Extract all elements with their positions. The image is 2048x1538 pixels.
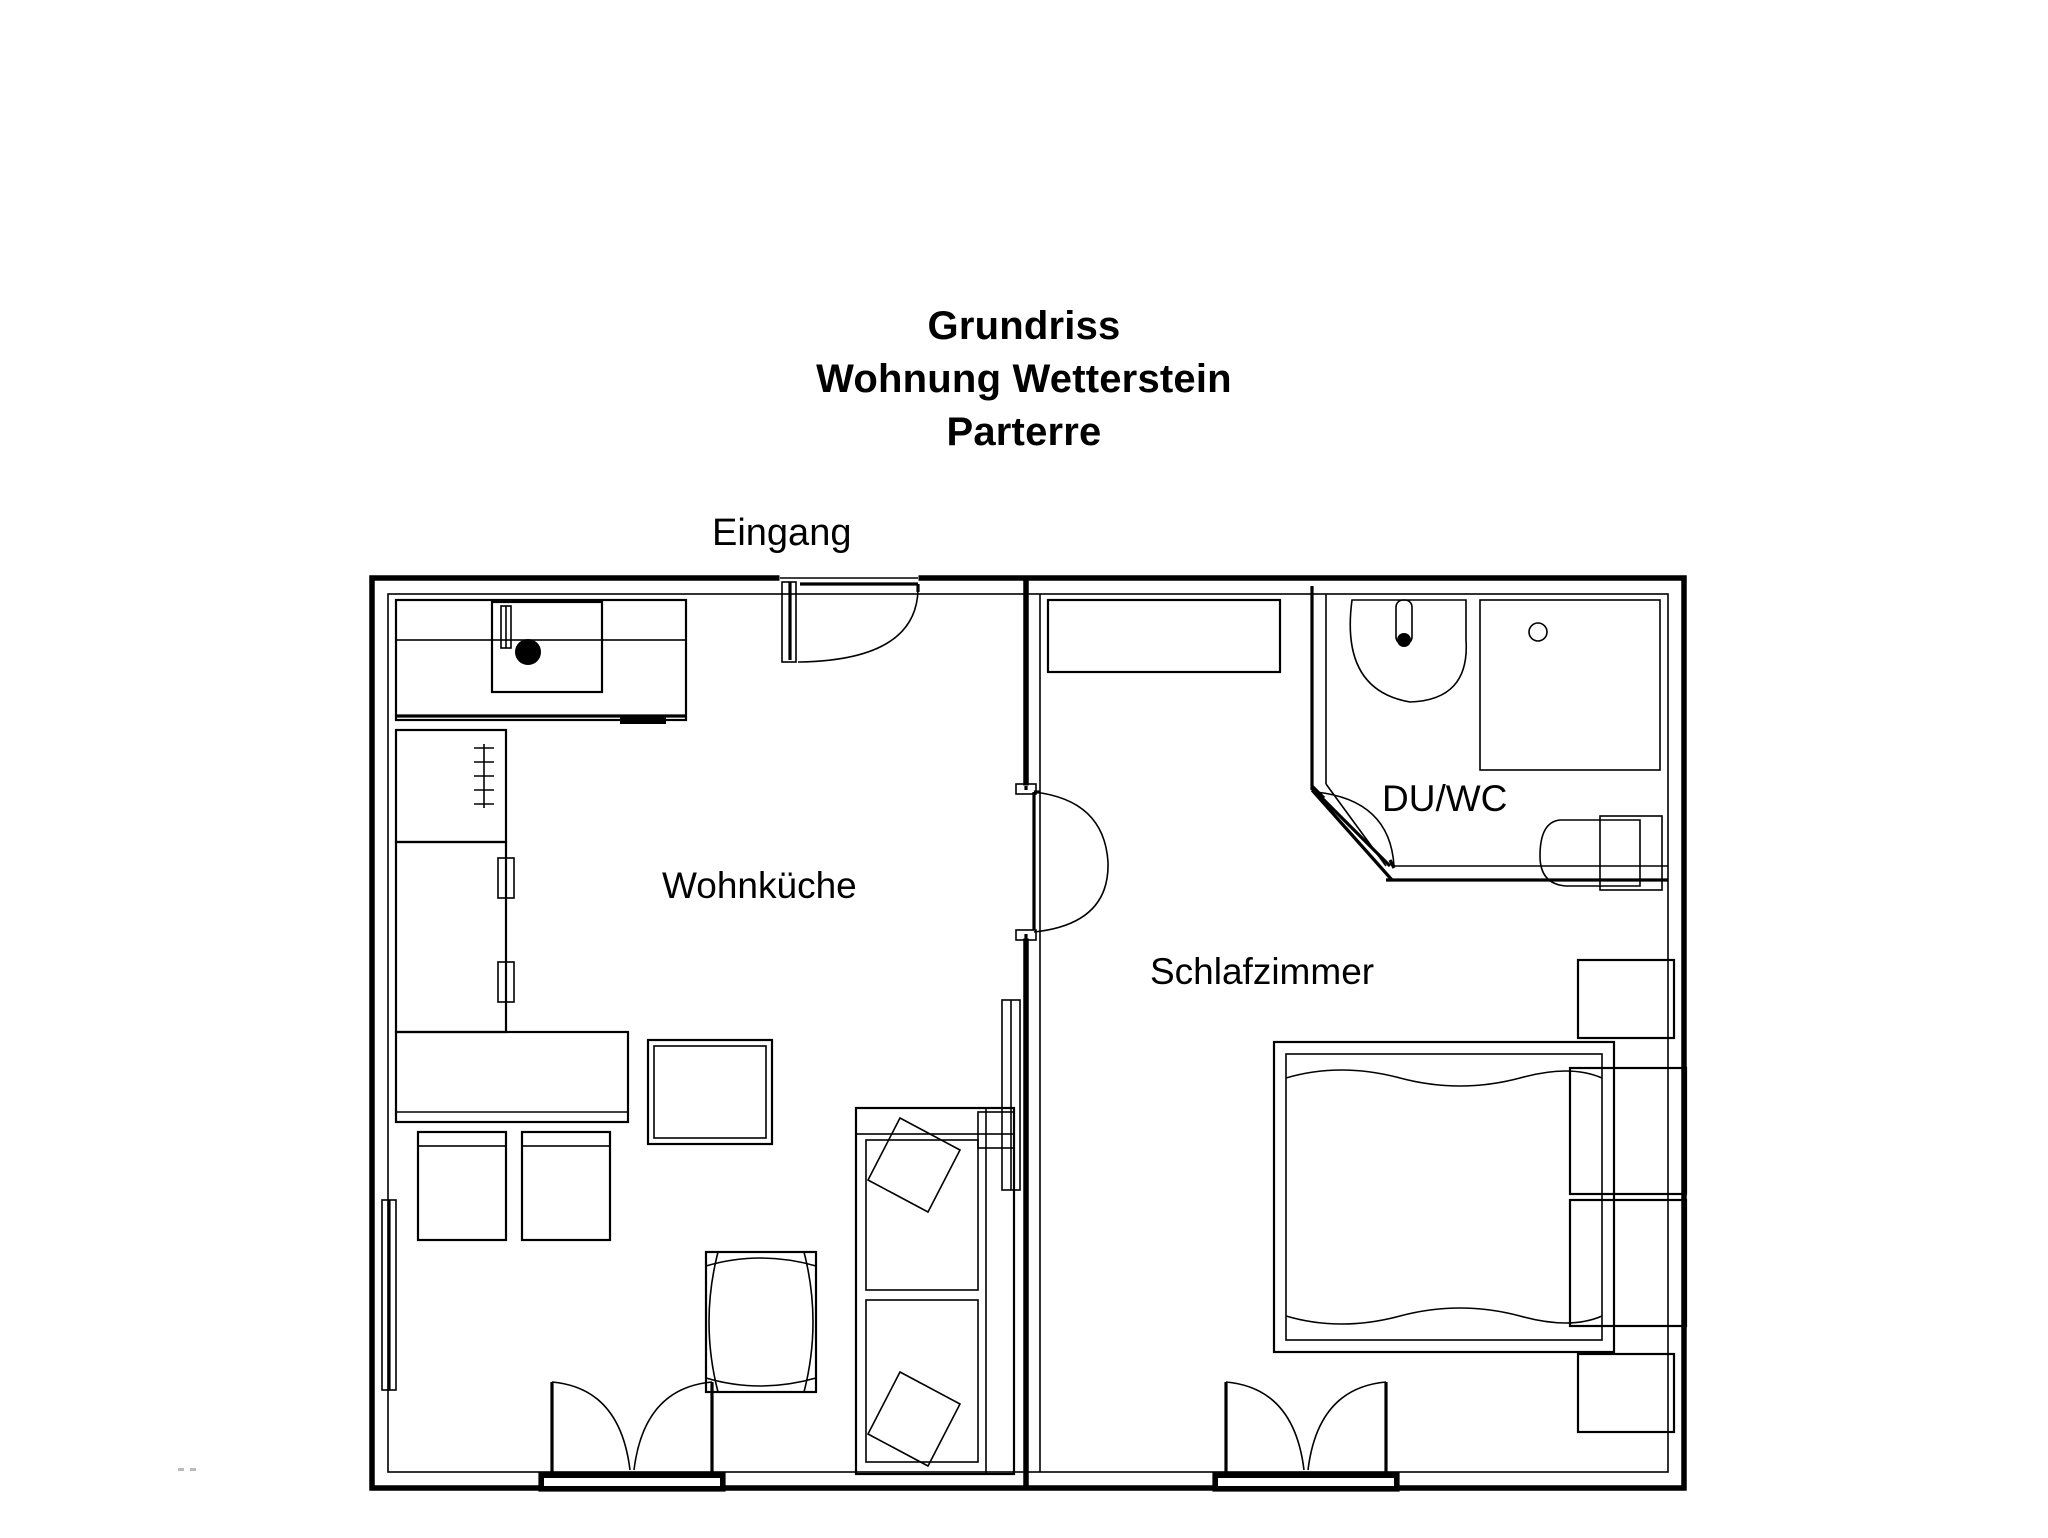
bathroom-walls <box>1312 586 1668 880</box>
bedroom-wardrobe <box>1048 600 1280 672</box>
partition-shelf <box>1002 1000 1020 1190</box>
chair-1 <box>418 1132 506 1240</box>
chair-2 <box>522 1132 610 1240</box>
window-left-wall <box>382 1200 396 1390</box>
bed <box>1274 960 1686 1432</box>
sofa <box>856 1108 1014 1474</box>
bedroom-label: Schlafzimmer <box>1150 951 1375 992</box>
coffee-table <box>706 1252 816 1392</box>
bathroom-door <box>1312 786 1394 868</box>
bathroom-label: DU/WC <box>1382 778 1508 819</box>
terrace-door-living <box>540 1382 724 1490</box>
bathroom-fixtures <box>1350 600 1662 890</box>
title-line-1: Grundriss <box>927 304 1121 348</box>
kitchen-upper-units <box>396 600 686 724</box>
interior-partition-wall <box>1026 578 1040 1488</box>
terrace-door-bedroom <box>1214 1382 1398 1490</box>
living-kitchen-label: Wohnküche <box>662 865 857 906</box>
entrance-door <box>780 572 918 662</box>
title-line-3: Parterre <box>946 409 1102 454</box>
interior-door <box>1016 784 1108 940</box>
entrance-label: Eingang <box>712 512 852 554</box>
corner-marks <box>178 1468 196 1471</box>
title-line-2: Wohnung Wetterstein <box>816 356 1232 401</box>
kitchen-tall-units <box>396 730 514 1032</box>
kitchen-counter-lower <box>396 1032 772 1144</box>
